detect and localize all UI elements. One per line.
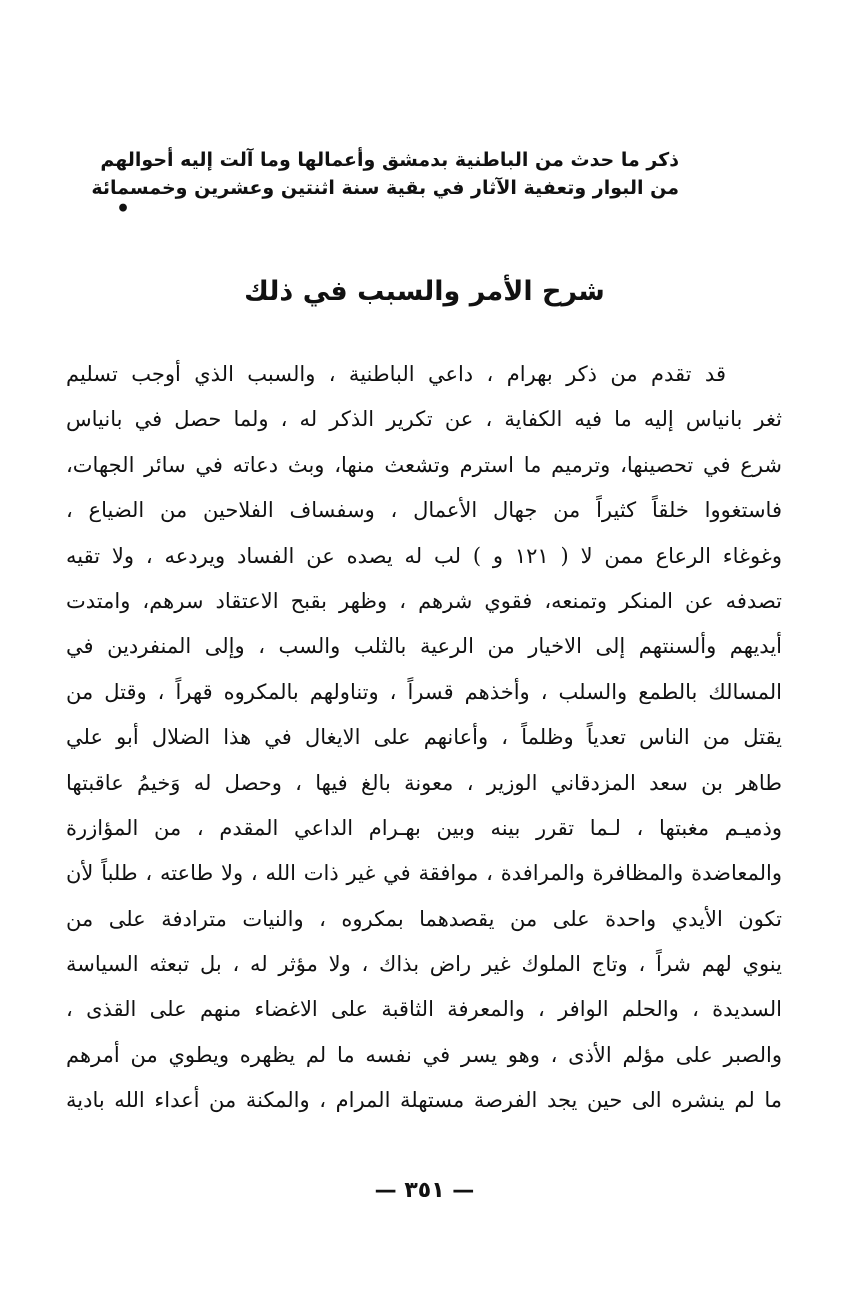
body-line: والمعاضدة والمظافرة والمرافدة ، موافقة في غير ذات الله ، ولا طاعته ، طلباً لأن	[66, 861, 782, 886]
body-line: المسالك بالطمع والسلب ، وأخذهم قسراً ، وتناولهم بالمكروه قهراً ، وقتل من	[66, 679, 782, 704]
chapter-heading	[91, 146, 679, 202]
body-line: ما لم ينشره الى حين يجد الفرصة مستهلة المرام ، والمكنة من أعداء الله بادية	[66, 1088, 782, 1113]
body-text	[66, 352, 782, 1124]
body-line: وغوغاء الرعاع ممن لا ( ١٢١ و ) لب له يصده عن الفساد ويردعه ، ولا تقيه	[66, 543, 782, 568]
body-line: طاهر بن سعد المزدقاني الوزير ، معونة بالغ فيها ، وحصل له وَخيمُ عاقبتها	[66, 770, 782, 795]
chapter-heading-line-1: ذكر ما حدث من الباطنية بدمشق وأعمالها وما آلت إليه أحوالهم	[100, 149, 679, 171]
bullet-dot: •	[116, 196, 131, 222]
chapter-heading-line-2: من البوار وتعفية الآثار في بقية سنة اثنتين وعشرين وخمسمائة	[91, 177, 679, 199]
body-line: يقتل من الناس تعدياً وظلماً ، وأعانهم على الايغال في هذا الضلال أبو علي	[66, 725, 782, 750]
body-line: وذميـم مغبتها ، لـما تقرر بينه وبين بهـرام الداعي المقدم ، من المؤازرة	[66, 815, 782, 840]
body-line: ينوي لهم شراً ، وتاج الملوك غير راض بذاك ، ولا مؤثر له ، بل تبعثه السياسة	[66, 952, 782, 977]
section-title: شرح الأمر والسبب في ذلك	[244, 276, 605, 307]
body-line: شرع في تحصينها، وترميم ما استرم وتشعث منها، وبث دعاته في سائر الجهات،	[66, 452, 782, 477]
body-line: أيديهم وألسنتهم إلى الاخيار من الرعية بالثلب والسب ، وإلى المنفردين في	[66, 634, 782, 659]
body-line: تكون الأيدي واحدة على من يقصدهما بمكروه ، والنيات مترادفة على من	[66, 906, 782, 931]
body-line: والصبر على مؤلم الأذى ، وهو يسر في نفسه ما لم يظهره ويطوي من أمرهم	[66, 1042, 782, 1067]
body-line: قد تقدم من ذكر بهرام ، داعي الباطنية ، والسبب الذي أوجب تسليم	[66, 362, 726, 386]
body-line: السديدة ، والحلم الوافر ، والمعرفة الثاقبة على الاغضاء منهم على القذى ،	[66, 997, 782, 1022]
page-number: — ٣٥١ —	[374, 1178, 475, 1203]
body-line: تصدفه عن المنكر وتمنعه، فقوي شرهم ، وظهر بقبح الاعتقاد سرهم، وامتدت	[66, 588, 782, 613]
body-line: ثغر بانياس إليه ما فيه الكفاية ، عن تكرير الذكر له ، ولما حصل في بانياس	[66, 407, 782, 432]
body-line: فاستغووا خلقاً كثيراً من جهال الأعمال ، وسفساف الفلاحين من الضياع ،	[66, 498, 782, 523]
